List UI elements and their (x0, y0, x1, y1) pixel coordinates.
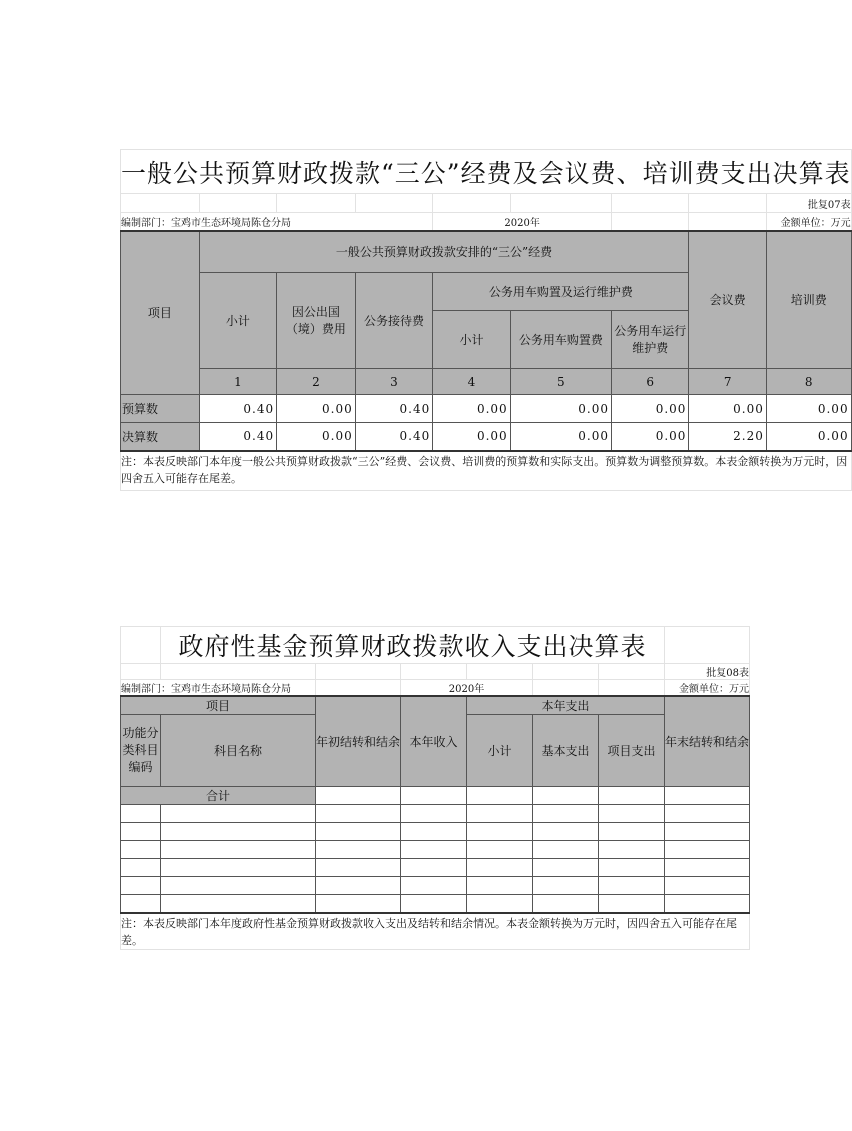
expense-group-header: 本年支出 (467, 696, 665, 715)
sangong-table-sheet (120, 149, 852, 491)
budget-cell: 0.00 (611, 395, 688, 423)
basic-expense-header: 基本支出 (533, 715, 599, 787)
subtotal-header: 小计 (467, 715, 533, 787)
approval-label: 批复08表 (665, 664, 750, 680)
unit-label: 金额单位：万元 (766, 213, 851, 231)
budget-cell: 0.00 (510, 395, 611, 423)
training-header: 培训费 (766, 231, 851, 369)
col-number: 7 (689, 369, 766, 395)
actual-cell: 0.00 (611, 423, 688, 451)
vehicle-subtotal-header: 小计 (433, 311, 510, 369)
vehicle-purchase-header: 公务用车购置费 (510, 311, 611, 369)
actual-cell: 0.00 (766, 423, 851, 451)
item-header: 项目 (121, 696, 316, 715)
table-row (121, 877, 750, 895)
table-row (121, 841, 750, 859)
table-row (121, 895, 750, 913)
sangong-table-note: 注：本表反映部门本年度一般公共预算财政拨款“三公”经费、会议费、培训费的预算数和实际支出。预算数为调整预算数。本表金额转换为万元时，因四舍五入可能存在尾差。 (121, 451, 852, 491)
actual-cell: 0.00 (433, 423, 510, 451)
year-label: 2020年 (401, 680, 533, 697)
budget-cell: 0.00 (689, 395, 766, 423)
budget-cell: 0.00 (433, 395, 510, 423)
subject-name-header: 科目名称 (161, 715, 316, 787)
actual-cell: 0.40 (199, 423, 276, 451)
sangong-group-header: 一般公共预算财政拨款安排的“三公”经费 (199, 231, 689, 273)
table-row (121, 805, 750, 823)
vehicle-maintenance-header: 公务用车运行维护费 (611, 311, 688, 369)
total-row (121, 787, 750, 805)
unit-label: 金额单位：万元 (665, 680, 750, 697)
fund-table-note: 注：本表反映部门本年度政府性基金预算财政拨款收入支出及结转和结余情况。本表金额转换为万元时，因四舍五入可能存在尾差。 (121, 913, 750, 950)
sangong-table-title: 一般公共预算财政拨款“三公”经费及会议费、培训费支出决算表 (121, 150, 852, 194)
meeting-header: 会议费 (689, 231, 766, 369)
reception-header: 公务接待费 (355, 273, 432, 369)
col-number: 3 (355, 369, 432, 395)
col-number: 8 (766, 369, 851, 395)
table-row (121, 823, 750, 841)
fund-table-sheet (120, 626, 750, 950)
vehicle-group-header: 公务用车购置及运行维护费 (433, 273, 689, 311)
budget-cell: 0.40 (199, 395, 276, 423)
total-label: 合计 (121, 787, 316, 805)
fund-table-title: 政府性基金预算财政拨款收入支出决算表 (161, 627, 665, 664)
actual-cell: 0.40 (355, 423, 432, 451)
table-row (121, 423, 852, 451)
item-header: 项目 (121, 231, 200, 395)
function-code-header: 功能分类科目编码 (121, 715, 161, 787)
year-label: 2020年 (433, 213, 612, 231)
begin-balance-header: 年初结转和结余 (316, 696, 401, 787)
dept-label: 编制部门：宝鸡市生态环境局陈仓分局 (121, 213, 433, 231)
row-label-budget: 预算数 (121, 395, 200, 423)
approval-label: 批复07表 (766, 194, 851, 213)
actual-cell: 0.00 (510, 423, 611, 451)
col-number: 6 (611, 369, 688, 395)
col-number: 5 (510, 369, 611, 395)
actual-cell: 0.00 (277, 423, 356, 451)
dept-label: 编制部门：宝鸡市生态环境局陈仓分局 (121, 680, 316, 697)
table-row (121, 859, 750, 877)
budget-cell: 0.00 (277, 395, 356, 423)
end-balance-header: 年末结转和结余 (665, 696, 750, 787)
income-header: 本年收入 (401, 696, 467, 787)
project-expense-header: 项目支出 (599, 715, 665, 787)
col-number: 1 (199, 369, 276, 395)
subtotal-header: 小计 (199, 273, 276, 369)
col-number: 4 (433, 369, 510, 395)
budget-cell: 0.00 (766, 395, 851, 423)
sangong-table (120, 149, 852, 491)
table-row (121, 395, 852, 423)
row-label-actual: 决算数 (121, 423, 200, 451)
col-number: 2 (277, 369, 356, 395)
budget-cell: 0.40 (355, 395, 432, 423)
fund-table (120, 626, 750, 950)
abroad-header: 因公出国（境）费用 (277, 273, 356, 369)
actual-cell: 2.20 (689, 423, 766, 451)
